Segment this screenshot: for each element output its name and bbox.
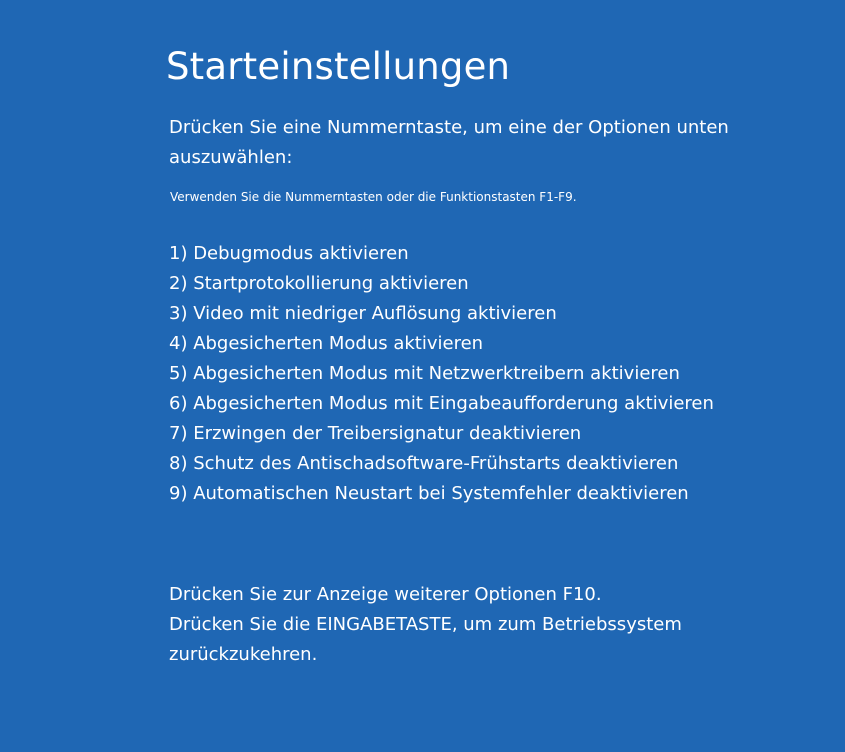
option-safe-mode-networking[interactable]: 5) Abgesicherten Modus mit Netzwerktreibern aktivieren: [169, 363, 680, 384]
instruction-text: Drücken Sie eine Nummerntaste, um eine der Optionen unten auszuwählen:: [169, 117, 729, 168]
option-disable-auto-restart[interactable]: 9) Automatischen Neustart bei Systemfehler deaktivieren: [169, 483, 689, 504]
option-safe-mode[interactable]: 4) Abgesicherten Modus aktivieren: [169, 333, 484, 354]
option-safe-mode-command-prompt[interactable]: 6) Abgesicherten Modus mit Eingabeaufforderung aktivieren: [169, 393, 714, 414]
option-debug-mode[interactable]: 1) Debugmodus aktivieren: [169, 243, 409, 264]
option-boot-logging[interactable]: 2) Startprotokollierung aktivieren: [169, 273, 469, 294]
option-disable-driver-signature[interactable]: 7) Erzwingen der Treibersignatur deaktivieren: [169, 423, 582, 444]
page-title: Starteinstellungen: [166, 45, 511, 88]
footer-instructions: [169, 580, 689, 670]
option-disable-early-antimalware[interactable]: 8) Schutz des Antischadsoftware-Frühstarts deaktivieren: [169, 453, 679, 474]
key-hint-text: Verwenden Sie die Nummerntasten oder die Funktionstasten F1-F9.: [170, 190, 577, 204]
more-options-text: Drücken Sie zur Anzeige weiterer Optionen F10.: [169, 584, 602, 605]
option-low-resolution-video[interactable]: 3) Video mit niedriger Auflösung aktivieren: [169, 303, 557, 324]
startup-options-list: [169, 239, 714, 509]
return-to-os-text: Drücken Sie die EINGABETASTE, um zum Betriebssystem zurückzukehren.: [169, 614, 682, 665]
